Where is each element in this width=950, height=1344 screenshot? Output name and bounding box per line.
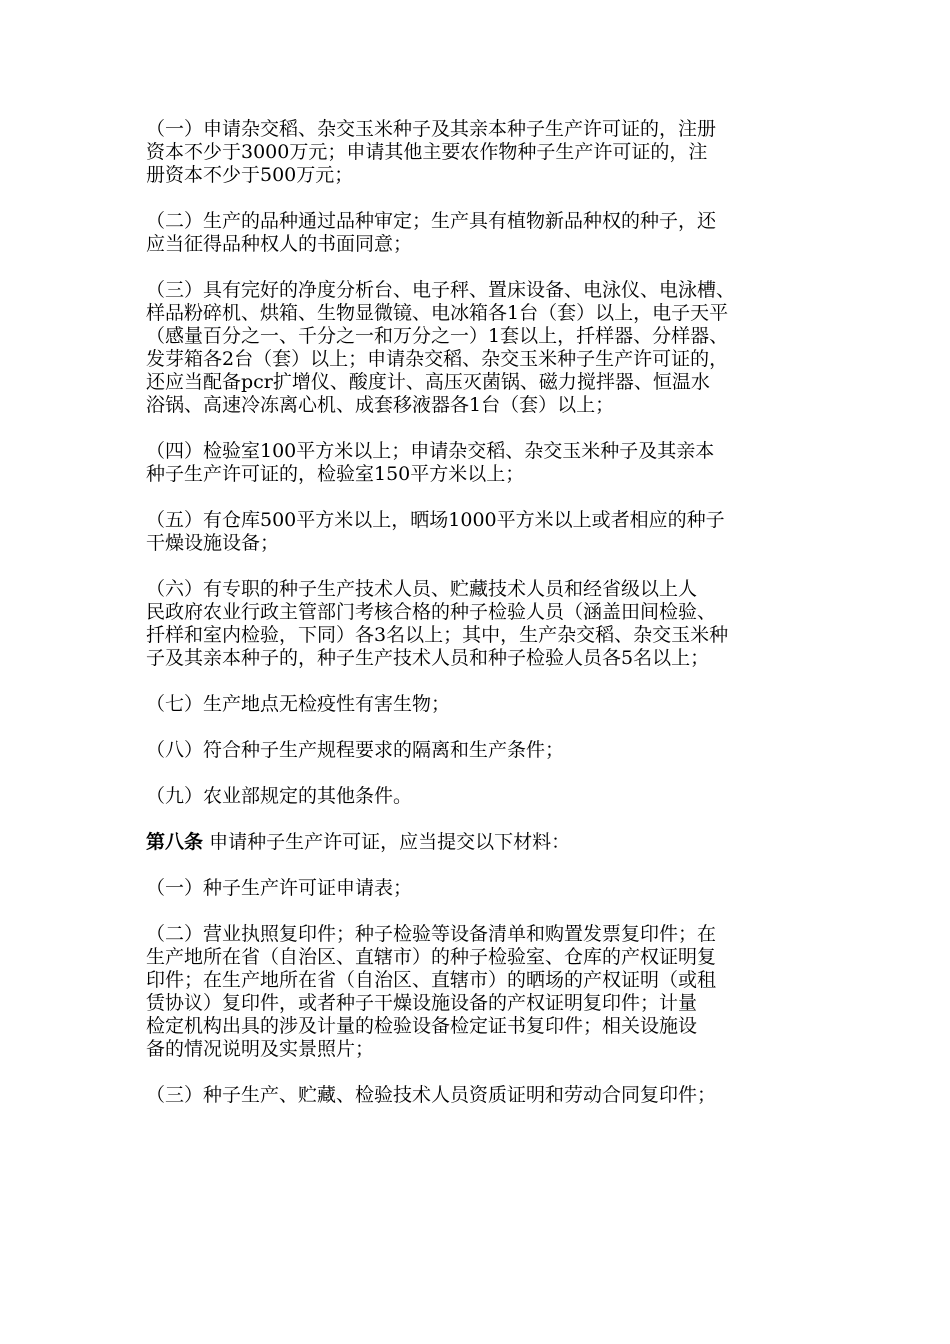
text-line: （九）农业部规定的其他条件。 [146, 785, 413, 807]
text-line: （三）具有完好的净度分析台、电子秤、置床设备、电泳仪、电泳槽、 [146, 279, 736, 301]
text-line: 应当征得品种权人的书面同意； [146, 233, 413, 255]
material-item-1 [146, 877, 826, 900]
text-line: 种子生产许可证的，检验室150平方米以上； [146, 463, 525, 485]
condition-item-3 [146, 279, 826, 417]
article-8-heading: 第八条 [146, 831, 204, 853]
text-line: （三）种子生产、贮藏、检验技术人员资质证明和劳动合同复印件； [146, 1084, 717, 1106]
condition-list [146, 118, 826, 808]
condition-item-2 [146, 210, 826, 256]
text-line: （二）营业执照复印件；种子检验等设备清单和购置发票复印件；在 [146, 923, 717, 945]
text-line: 赁协议）复印件，或者种子干燥设施设备的产权证明复印件；计量 [146, 992, 698, 1014]
text-line: （一）种子生产许可证申请表； [146, 877, 413, 899]
material-item-3 [146, 1084, 826, 1107]
text-line: 扦样和室内检验，下同）各3名以上；其中，生产杂交稻、杂交玉米种 [146, 624, 729, 646]
text-line: 子及其亲本种子的，种子生产技术人员和种子检验人员各5名以上； [146, 647, 710, 669]
condition-item-4 [146, 440, 826, 486]
text-line: 册资本不少于500万元； [146, 164, 354, 186]
text-line: 备的情况说明及实景照片； [146, 1038, 375, 1060]
condition-item-5 [146, 509, 826, 555]
text-line: 资本不少于3000万元；申请其他主要农作物种子生产许可证的，注 [146, 141, 708, 163]
text-line: 发芽箱各2台（套）以上；申请杂交稻、杂交玉米种子生产许可证的， [146, 348, 729, 370]
text-line: 印件；在生产地所在省（自治区、直辖市）的晒场的产权证明（或租 [146, 969, 717, 991]
text-line: （七）生产地点无检疫性有害生物； [146, 693, 451, 715]
text-line: （六）有专职的种子生产技术人员、贮藏技术人员和经省级以上人 [146, 578, 698, 600]
text-line: 生产地所在省（自治区、直辖市）的种子检验室、仓库的产权证明复 [146, 946, 717, 968]
document-body [146, 118, 826, 1130]
text-line: （一）申请杂交稻、杂交玉米种子及其亲本种子生产许可证的，注册 [146, 118, 717, 140]
material-item-2 [146, 923, 826, 1061]
materials-list [146, 877, 826, 1107]
text-line: （八）符合种子生产规程要求的隔离和生产条件； [146, 739, 565, 761]
condition-item-7 [146, 693, 826, 716]
text-line: （四）检验室100平方米以上；申请杂交稻、杂交玉米种子及其亲本 [146, 440, 715, 462]
text-line: 检定机构出具的涉及计量的检验设备检定证书复印件；相关设施设 [146, 1015, 698, 1037]
text-line: 浴锅、高速冷冻离心机、成套移液器各1台（套）以上； [146, 394, 615, 416]
text-line: 干燥设施设备； [146, 532, 280, 554]
text-line: 样品粉碎机、烘箱、生物显微镜、电冰箱各1台（套）以上，电子天平 [146, 302, 729, 324]
condition-item-8 [146, 739, 826, 762]
text-line: （二）生产的品种通过品种审定；生产具有植物新品种权的种子，还 [146, 210, 717, 232]
condition-item-1 [146, 118, 826, 187]
condition-item-6 [146, 578, 826, 670]
article-8 [146, 831, 826, 854]
text-line: （五）有仓库500平方米以上，晒场1000平方米以上或者相应的种子 [146, 509, 725, 531]
condition-item-9 [146, 785, 826, 808]
article-8-text: 申请种子生产许可证，应当提交以下材料： [209, 831, 571, 853]
text-line: 还应当配备pcr扩增仪、酸度计、高压灭菌锅、磁力搅拌器、恒温水 [146, 371, 710, 393]
text-line: （感量百分之一、千分之一和万分之一）1套以上，扦样器、分样器、 [146, 325, 729, 347]
text-line: 民政府农业行政主管部门考核合格的种子检验人员（涵盖田间检验、 [146, 601, 717, 623]
